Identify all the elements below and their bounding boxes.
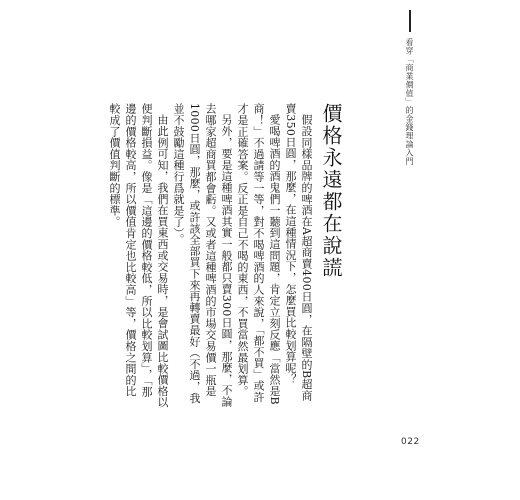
paragraph-1: 假設同樣品牌的啤酒在A超商賣400日圓，在隔壁的B超商賣350日圓，那麼，在這種情況下，怎麼買比較划算呢？ [284, 103, 313, 402]
paragraph-3: 另外，要是這種啤酒其實一般都只賣300日圓，那麼，不論去哪家超商買都會虧。又或者這種啤酒的市場交易價一瓶是1000日圓，那麼，或許該全部買下來再轉賣最好（不過，我並不鼓勵這種行爲就是了）。 [172, 103, 233, 408]
chapter-title: 價格永遠都在說謊 [319, 103, 343, 279]
paragraph-4: 由此例可知，我們在買東西或交易時，是會試圖比較價格以便判斷損益。像是「這邊的價格較低，所以比較划算」，「那邊的價格較高，所以價值肯定也比較高」等，價格之間的比較成了價值判斷的標準。 [108, 103, 169, 408]
page-number: 022 [401, 437, 420, 447]
header-rule [409, 10, 411, 32]
running-head: 看穿「商業價值」的金錢理論入門 [405, 38, 414, 166]
body-text [108, 103, 314, 408]
paragraph-2: 愛喝啤酒的酒鬼們一聽到這問題，肯定立刻反應「當然是B商！」不過請等一等，對不喝啤酒的人來說，「都不買」或許才是正確答案。反正是自己不喝的東西，不買當然最划算。 [236, 103, 281, 405]
